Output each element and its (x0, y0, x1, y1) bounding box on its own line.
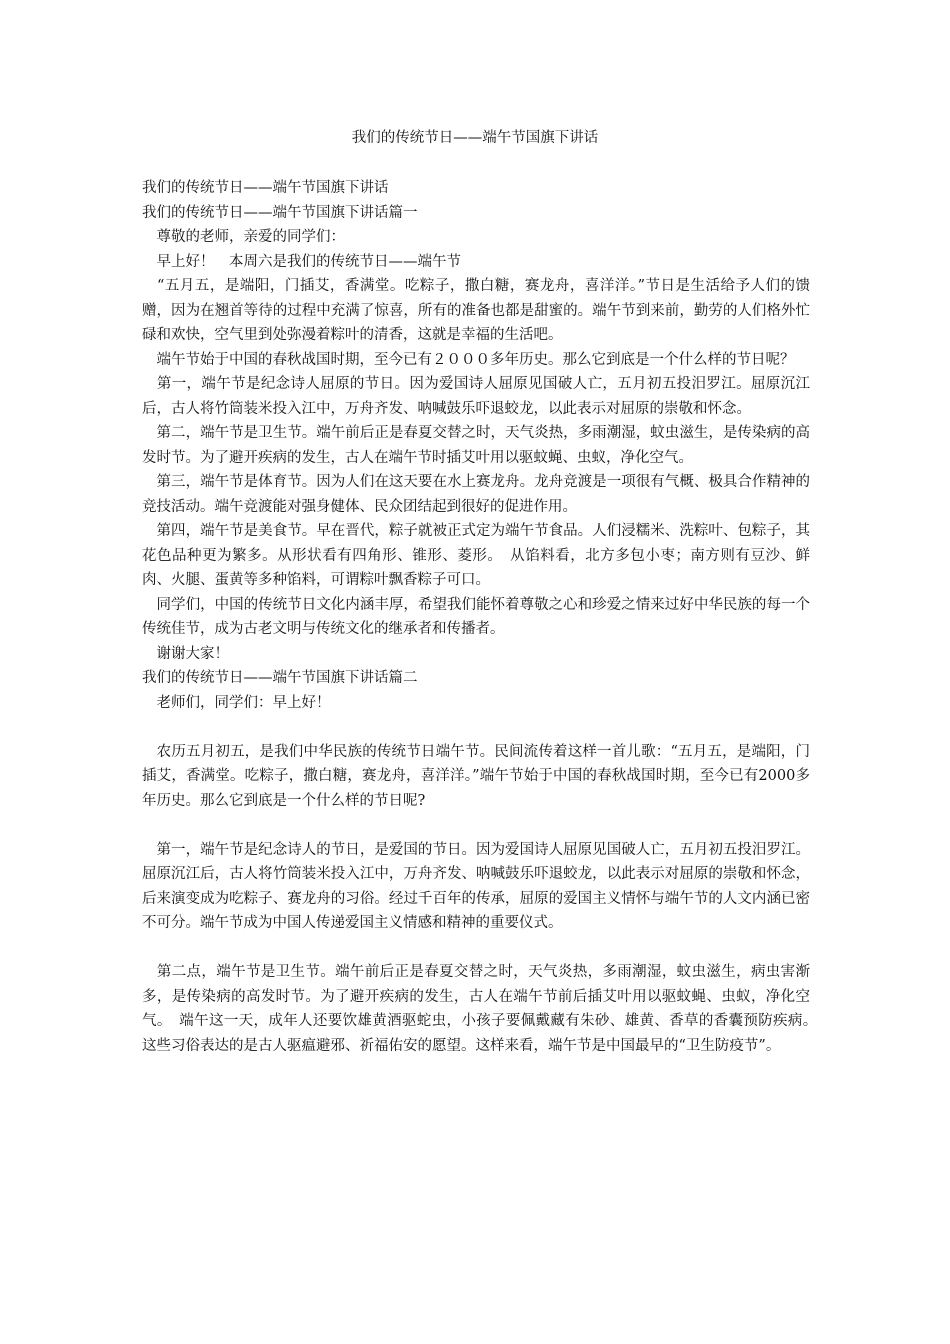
speech2-paragraph-1: 农历五月初五，是我们中华民族的传统节日端午节。民间流传着这样一首儿歌：“五月五，是端阳，门插艾，香满堂。吃粽子，撒白糖，赛龙舟，喜洋洋。”端午节始于中国的春秋战国时期，至今已有2000多年历史。那么它到底是一个什么样的节日呢? (142, 743, 810, 809)
document-title: 我们的传统节日——端午节国旗下讲话 (351, 130, 599, 146)
paragraph-gap (142, 813, 810, 838)
heading-speech-2: 我们的传统节日——端午节国旗下讲话篇二 (142, 670, 418, 686)
speech1-paragraph-2: 端午节始于中国的春秋战国时期，至今已有２０００多年历史。那么它到底是一个什么样的节日呢？ (142, 351, 795, 368)
document-body (142, 176, 825, 1058)
speech1-opening: 早上好！ 本周六是我们的传统节日——端午节 (142, 253, 461, 270)
speech2-paragraph-2: 第一，端午节是纪念诗人的节日，是爱国的节日。因为爱国诗人屈原见国破人亡，五月初五投汨罗江。屈原沉江后，古人将竹筒装米投入江中，万舟齐发、呐喊鼓乐吓退蛟龙，以此表示对屈原的崇敬和怀念，后来演变成为吃粽子、赛龙舟的习俗。经过千百年的传承，屈原的爱国主义情怀与端午节的人文内涵已密不可分。端午节成为中国人传递爱国主义情感和精神的重要仪式。 (142, 841, 810, 931)
paragraph-gap (142, 715, 810, 740)
heading-main: 我们的传统节日——端午节国旗下讲话 (142, 180, 389, 196)
paragraph-gap (142, 936, 810, 961)
speech1-paragraph-3: 第一，端午节是纪念诗人屈原的节日。因为爱国诗人屈原见国破人亡，五月初五投汨罗江。屈原沉江后，古人将竹筒装米投入江中，万舟齐发、呐喊鼓乐吓退蛟龙，以此表示对屈原的崇敬和怀念。 (142, 376, 810, 417)
speech1-paragraph-7: 同学们，中国的传统节日文化内涵丰厚，希望我们能怀着尊敬之心和珍爱之情来过好中华民族的每一个传统佳节，成为古老文明与传统文化的继承者和传播者。 (142, 596, 810, 637)
speech1-paragraph-5: 第三，端午节是体育节。因为人们在这天要在水上赛龙舟。龙舟竞渡是一项很有气概、极具合作精神的竞技活动。端午竞渡能对强身健体、民众团结起到很好的促进作用。 (142, 474, 810, 515)
speech1-paragraph-6: 第四，端午节是美食节。早在晋代，粽子就被正式定为端午节食品。人们浸糯米、洗粽叶、包粽子，其花色品种更为繁多。从形状看有四角形、锥形、菱形。 从馅料看，北方多包小枣；南方则有豆沙、鲜肉、火腿、蛋黄等多种馅料，可谓粽叶飘香粽子可口。 (142, 523, 810, 588)
speech1-greeting: 尊敬的老师，亲爱的同学们： (142, 229, 345, 245)
speech2-paragraph-3: 第二点，端午节是卫生节。端午前后正是春夏交替之时，天气炎热，多雨潮湿，蚊虫滋生，病虫害渐多，是传染病的高发时节。为了避开疾病的发生，古人在端午节前后插艾叶用以驱蚊蝇、虫蚁，净化空气。 端午这一天，成年人还要饮雄黄酒驱蛇虫，小孩子要佩戴藏有朱砂、雄黄、香草的香囊预防疾病。 这些习俗表达的是古人驱瘟避邪、祈福佑安的愿望。这样来看，端午节是中国最早的“卫生防疫节”。 (142, 964, 825, 1054)
speech1-thanks: 谢谢大家！ (142, 645, 229, 662)
heading-speech-1: 我们的传统节日——端午节国旗下讲话篇一 (142, 204, 418, 221)
speech1-paragraph-1: “五月五，是端阳，门插艾，香满堂。吃粽子，撒白糖，赛龙舟，喜洋洋。”节日是生活给予人们的馈赠，因为在翘首等待的过程中充满了惊喜，所有的准备也都是甜蜜的。端午节到来前，勤劳的人们格外忙碌和欢快，空气里到处弥漫着粽叶的清香，这就是幸福的生活吧。 (142, 278, 810, 343)
speech2-greeting: 老师们，同学们：早上好！ (142, 694, 331, 711)
speech1-paragraph-4: 第二，端午节是卫生节。端午前后正是春夏交替之时，天气炎热，多雨潮湿，蚊虫滋生，是传染病的高发时节。为了避开疾病的发生，古人在端午节时插艾叶用以驱蚊蝇、虫蚁，净化空气。 (142, 425, 810, 466)
